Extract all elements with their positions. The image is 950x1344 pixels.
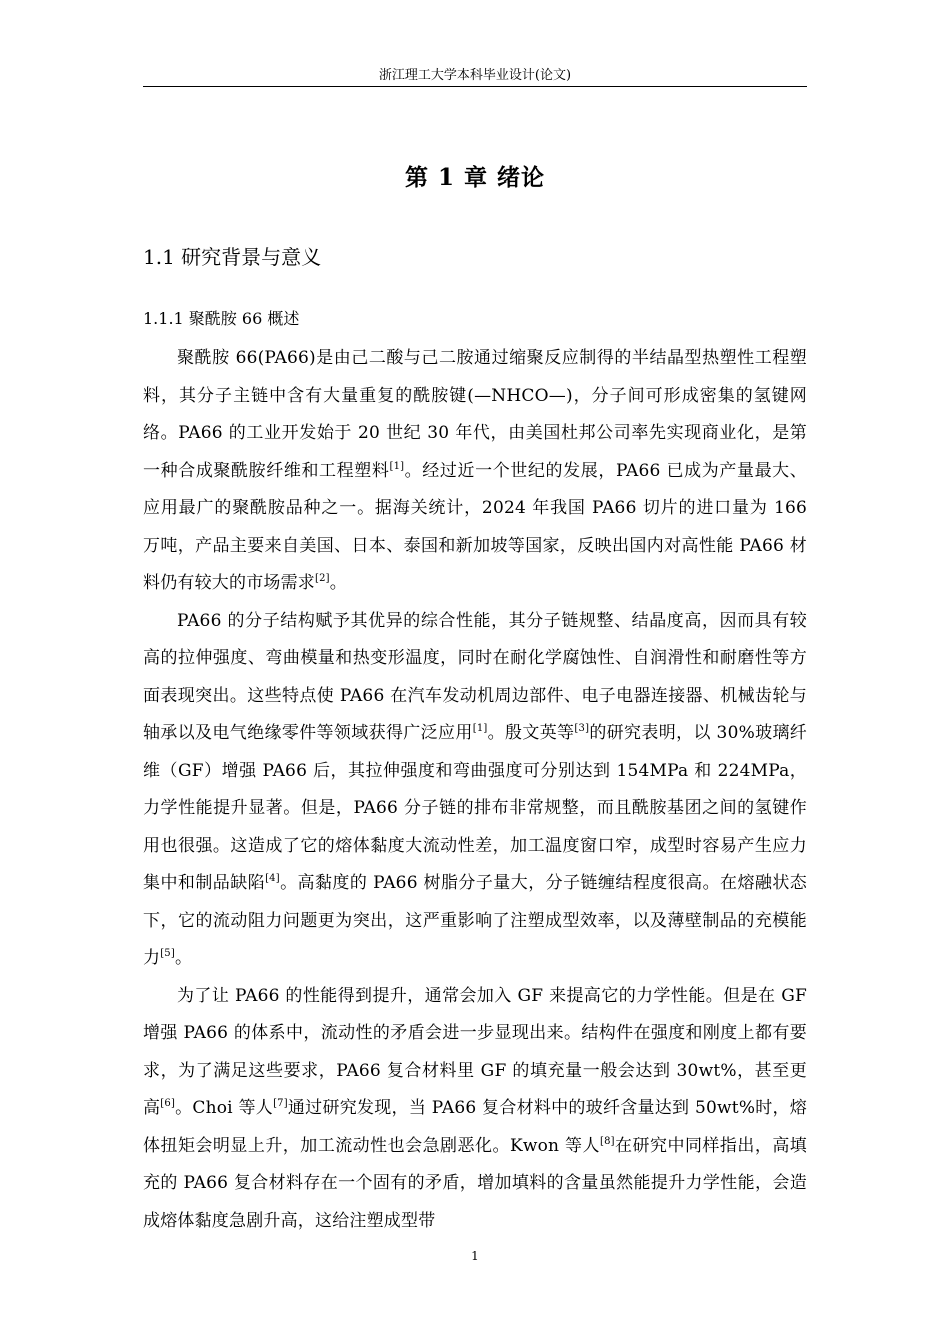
paragraph-text: 为了让 PA66 的性能得到提升，通常会加入 GF 来提高它的力学性能。但是在 GF 增强 PA66 的体系中，流动性的矛盾会进一步显现出来。结构件在强度和刚度上都有要求，为了满足这些要求，PA66 复合材料里 GF 的填充量一般会达到 30wt%，甚至更高 (143, 985, 807, 1118)
paragraph-text: 在研究中同样指出，高填充的 PA66 复合材料存在一个固有的矛盾，增加填料的含量虽然能提升力学性能，会造成熔体黏度急剧升高，这给注塑成型带 (143, 1135, 807, 1231)
paragraph-text: 。殷文英等 (487, 723, 575, 743)
citation-marker: [1] (389, 460, 405, 472)
paragraph-text: 。经过近一个世纪的发展，PA66 已成为产量最大、应用最广的聚酰胺品种之一。据海关统计，2024 年我国 PA66 切片的进口量为 166 万吨，产品主要来自美国、日本、泰国和新加坡等国家，反映出国内对高性能 PA66 材料仍有较大的市场需求 (143, 460, 807, 593)
paragraph-text: 聚酰胺 66(PA66)是由己二酸与己二胺通过缩聚反应制得的半结晶型热塑性工程塑料，其分子主链中含有大量重复的酰胺键(—NHCO—)，分子间可形成密集的氢键网络。PA66 的工业开发始于 20 世纪 30 年代，由美国杜邦公司率先实现商业化，是第一种合成聚酰胺纤维和工程塑料 (143, 348, 807, 481)
paragraph-text: 。Choi 等人 (175, 1098, 274, 1118)
running-header: 浙江理工大学本科毕业设计(论文) (378, 68, 572, 83)
citation-marker: [1] (472, 723, 488, 734)
citation-marker: [3] (574, 723, 590, 734)
citation-marker: [4] (265, 873, 280, 884)
page-number: 1 (471, 1249, 479, 1263)
paragraph-text: 通过研究发现，当 PA66 复合材料中的玻纤含量达到 50wt%时，熔体扭矩会明显上升，加工流动性也会急剧恶化。Kwon 等人 (143, 1098, 808, 1156)
citation-marker: [8] (600, 1135, 615, 1147)
citation-marker: [7] (273, 1098, 288, 1109)
section-title: 1.1 研究背景与意义 (143, 245, 322, 269)
body-paragraph (143, 340, 807, 603)
paragraph-text: 。 (174, 948, 193, 968)
paragraph-text: 。高黏度的 PA66 树脂分子量大，分子链缠结程度很高。在熔融状态下，它的流动阻力问题更为突出，这严重影响了注塑成型效率，以及薄壁制品的充模能力 (143, 873, 807, 968)
paragraph-text: 。 (329, 573, 347, 593)
body-paragraph (143, 978, 807, 1241)
header-rule (143, 86, 807, 87)
citation-marker: [5] (160, 948, 175, 959)
body-paragraph (143, 603, 807, 978)
citation-marker: [2] (315, 573, 330, 584)
paragraph-text: PA66 的分子结构赋予其优异的综合性能，其分子链规整、结晶度高，因而具有较高的拉伸强度、弯曲模量和热变形温度，同时在耐化学腐蚀性、自润滑性和耐磨性等方面表现突出。这些特点使 PA66 在汽车发动机周边部件、电子电器连接器、机械齿轮与轴承以及电气绝缘零件等领域获得广泛应用 (143, 610, 807, 743)
body-text (143, 340, 807, 1240)
paragraph-text: 的研究表明，以 30%玻璃纤维（GF）增强 PA66 后，其拉伸强度和弯曲强度可分别达到 154MPa 和 224MPa，力学性能提升显著。但是，PA66 分子链的排布非常规整，而且酰胺基团之间的氢键作用也很强。这造成了它的熔体黏度大流动性差，加工温度窗口窄，成型时容易产生应力集中和制品缺陷 (143, 723, 807, 893)
chapter-title: 第 1 章 绪论 (404, 164, 546, 191)
subsection-title: 1.1.1 聚酰胺 66 概述 (143, 309, 300, 328)
citation-marker: [6] (160, 1098, 176, 1109)
